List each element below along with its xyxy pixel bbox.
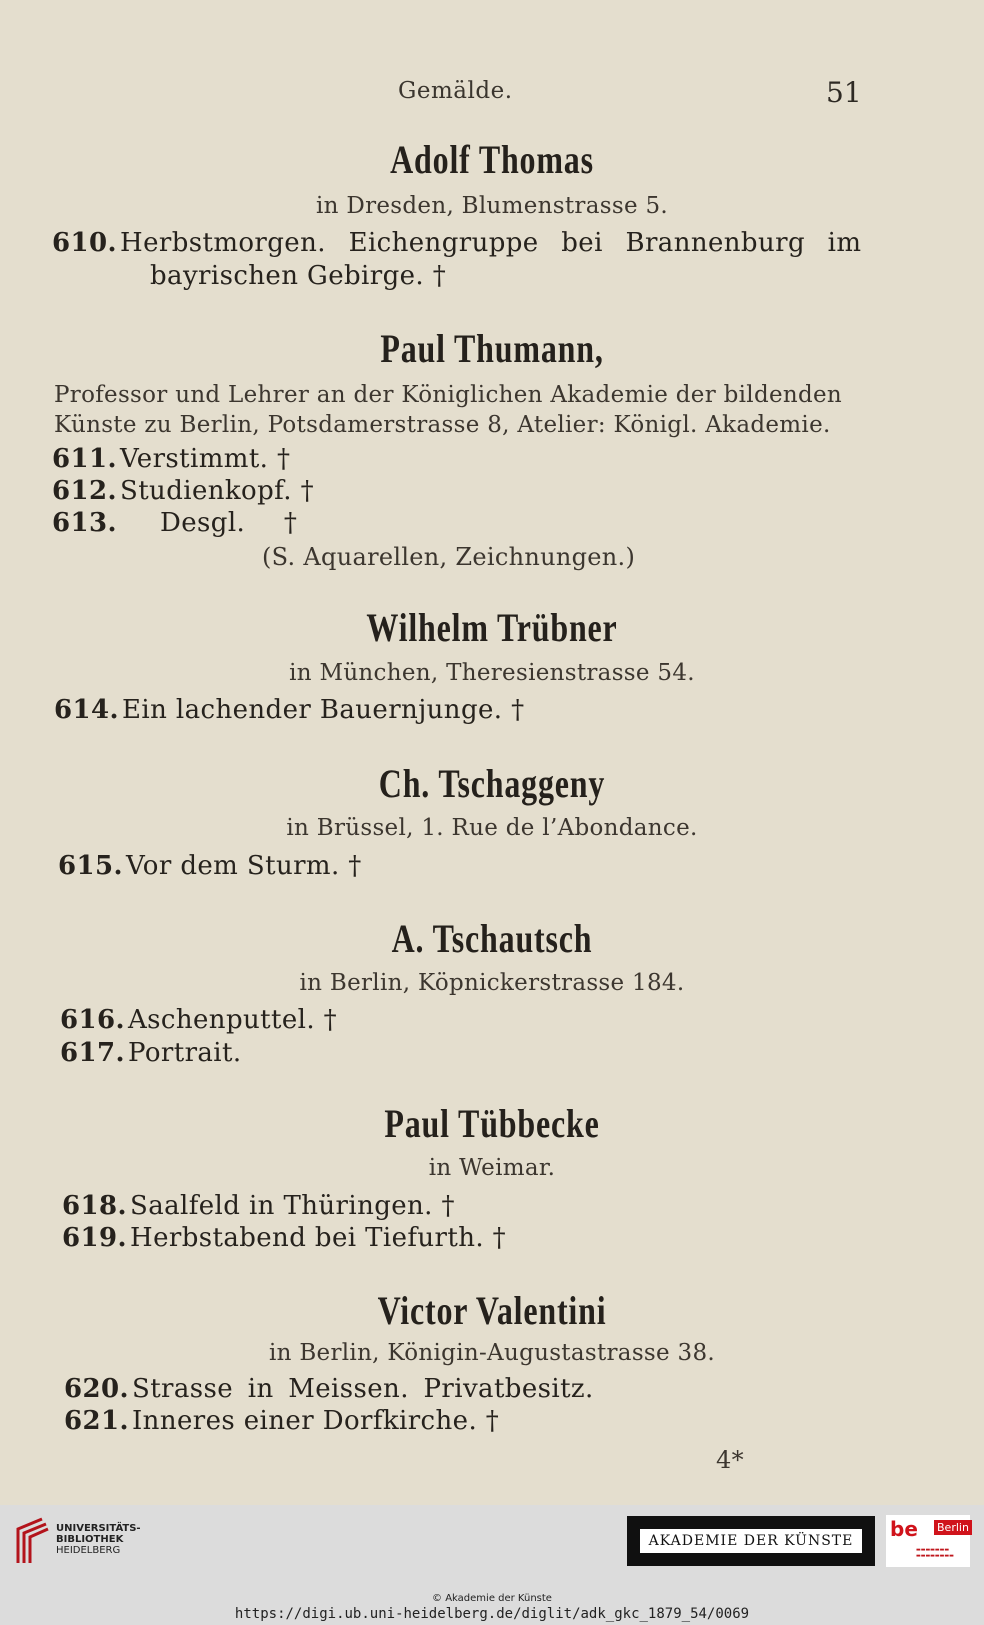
catalog-entry	[62, 1191, 455, 1221]
entry-number: 611.	[52, 444, 117, 474]
signature-mark: 4*	[716, 1446, 744, 1474]
artist-address: in Brüssel, 1. Rue de l’Abondance.	[286, 815, 698, 841]
ub-line: HEIDELBERG	[56, 1545, 121, 1556]
entry-number: 621.	[64, 1406, 129, 1436]
viewer-footer	[0, 1505, 984, 1625]
entry-title: Inneres einer Dorfkirche. †	[132, 1406, 500, 1436]
ub-line: BIBLIOTHEK	[56, 1534, 124, 1545]
entry-title: Aschenputtel. †	[128, 1005, 338, 1035]
entry-number: 619.	[62, 1223, 127, 1253]
artist-name: Victor Valentini	[377, 1288, 607, 1333]
entry-title: Studienkopf. †	[120, 476, 314, 506]
copyright-notice: © Akademie der Künste	[432, 1593, 552, 1604]
entry-continuation: bayrischen Gebirge. †	[150, 261, 447, 291]
ub-logo-icon	[12, 1515, 52, 1567]
catalog-entry	[62, 1223, 506, 1253]
entry-title: Vor dem Sturm. †	[126, 851, 362, 881]
catalog-entry	[60, 1005, 337, 1035]
artist-address-line: Professor und Lehrer an der Königlichen Akademie der bildenden	[54, 382, 843, 408]
catalog-entry	[64, 1374, 594, 1404]
entry-title: Herbstmorgen. Eichengruppe bei Brannenburg im	[120, 228, 862, 258]
berlin-logo[interactable]	[886, 1515, 970, 1567]
artist-name: A. Tschautsch	[391, 916, 593, 961]
artist-address: in Berlin, Königin-Augustastrasse 38.	[268, 1340, 716, 1366]
catalog-entry	[52, 228, 861, 258]
artist-name: Paul Thumann,	[380, 326, 604, 371]
artist-address: in Berlin, Köpnickerstrasse 184.	[299, 970, 685, 996]
berlin-be-text: be	[890, 1517, 918, 1541]
entry-title: Strasse in Meissen. Privatbesitz.	[132, 1374, 594, 1404]
artist-address-line: Künste zu Berlin, Potsdamerstrasse 8, Atelier: Königl. Akademie.	[54, 412, 831, 438]
entry-number: 618.	[62, 1191, 127, 1221]
entry-title: Desgl. †	[160, 508, 298, 538]
cross-reference: (S. Aquarellen, Zeichnungen.)	[262, 543, 636, 571]
entry-number: 617.	[60, 1038, 125, 1068]
catalog-entry	[54, 695, 525, 725]
running-header: Gemälde.	[398, 78, 513, 104]
artist-name: Wilhelm Trübner	[366, 605, 618, 650]
catalog-entry	[52, 476, 314, 506]
entry-title: Herbstabend bei Tiefurth. †	[130, 1223, 507, 1253]
ub-heidelberg-logo[interactable]	[12, 1515, 52, 1571]
catalog-entry	[64, 1406, 499, 1436]
entry-number: 616.	[60, 1005, 125, 1035]
entry-title: Verstimmt. †	[120, 444, 291, 474]
catalog-entry	[52, 508, 297, 538]
ub-heidelberg-text[interactable]	[56, 1523, 141, 1556]
artist-address: in Weimar.	[428, 1155, 556, 1181]
entry-number: 614.	[54, 695, 119, 725]
berlin-box-text: Berlin	[934, 1520, 972, 1535]
entry-number: 612.	[52, 476, 117, 506]
entry-title: Saalfeld in Thüringen. †	[130, 1191, 455, 1221]
artist-name: Paul Tübbecke	[384, 1101, 600, 1146]
catalog-entry	[58, 851, 362, 881]
catalog-entry	[60, 1038, 242, 1068]
entry-number: 613.	[52, 508, 117, 538]
permalink-url[interactable]: https://digi.ub.uni-heidelberg.de/diglit/adk_gkc_1879_54/0069	[234, 1606, 750, 1622]
artist-name: Ch. Tschaggeny	[378, 761, 606, 806]
entry-title: Portrait.	[128, 1038, 242, 1068]
catalog-entry	[52, 444, 290, 474]
page-number: 51	[826, 76, 862, 109]
entry-title: Ein lachender Bauernjunge. †	[122, 695, 525, 725]
entry-number: 615.	[58, 851, 123, 881]
artist-address: in München, Theresienstrasse 54.	[289, 660, 695, 686]
berlin-small-print: ▬▬▬▬▬▬▬ ▬▬▬▬▬▬▬▬	[916, 1547, 954, 1559]
ub-line: UNIVERSITÄTS-	[56, 1523, 141, 1534]
artist-name: Adolf Thomas	[390, 137, 594, 182]
akademie-logo[interactable]	[627, 1516, 875, 1566]
akademie-logo-label: AKADEMIE DER KÜNSTE	[640, 1529, 862, 1553]
artist-address: in Dresden, Blumenstrasse 5.	[315, 193, 669, 219]
entry-number: 620.	[64, 1374, 129, 1404]
entry-number: 610.	[52, 228, 117, 258]
